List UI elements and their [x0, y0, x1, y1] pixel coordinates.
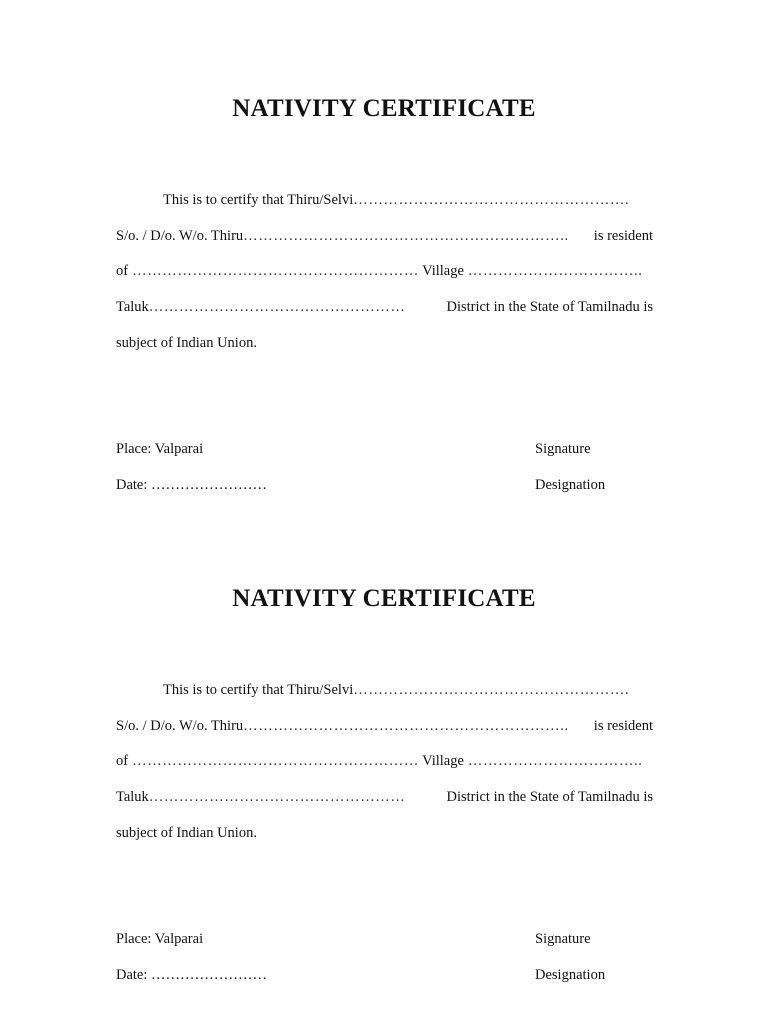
of-text: of: [116, 753, 129, 769]
taluk-blank: ……………………………………………: [148, 299, 406, 315]
date-label: Date: ……………………: [116, 967, 268, 983]
resident-text: is resident: [593, 228, 653, 244]
union-line: subject of Indian Union.: [116, 335, 257, 351]
certificate-title: NATIVITY CERTIFICATE: [232, 585, 536, 612]
parent-text: S/o. / D/o. W/o. Thiru: [116, 718, 244, 734]
village-text: Village: [422, 753, 464, 769]
certify-line: [116, 681, 653, 699]
of-text: of: [116, 263, 129, 279]
taluk-blank: ……………………………………………: [148, 789, 406, 805]
parent-blank: ………………………………………………………..: [243, 228, 569, 244]
signature-label: Signature: [535, 441, 591, 457]
name-blank: ……………………………………………….: [353, 682, 630, 698]
certify-text: This is to certify that Thiru/Selvi: [163, 192, 354, 208]
district-text: District in the State of Tamilnadu is: [446, 789, 653, 805]
parent-blank: ………………………………………………………..: [243, 718, 569, 734]
village-text: Village: [422, 263, 464, 279]
place-label: Place: Valparai: [116, 931, 204, 947]
parent-line: [116, 227, 653, 245]
village-blank: ……………………………..: [467, 263, 643, 279]
taluk-line: [116, 788, 653, 806]
date-label: Date: ……………………: [116, 477, 268, 493]
certificate-title: NATIVITY CERTIFICATE: [232, 95, 536, 122]
designation-label: Designation: [535, 477, 606, 493]
place-label: Place: Valparai: [116, 441, 204, 457]
village-blank: ……………………………..: [467, 753, 643, 769]
taluk-text: Taluk: [116, 299, 149, 315]
certify-line: [116, 191, 653, 209]
certify-text: This is to certify that Thiru/Selvi: [163, 682, 354, 698]
village-line: [116, 752, 653, 770]
resident-text: is resident: [593, 718, 653, 734]
address-blank: …………………………………………………: [132, 753, 419, 769]
union-line: subject of Indian Union.: [116, 825, 257, 841]
taluk-text: Taluk: [116, 789, 149, 805]
signature-label: Signature: [535, 931, 591, 947]
parent-line: [116, 717, 653, 735]
district-text: District in the State of Tamilnadu is: [446, 299, 653, 315]
designation-label: Designation: [535, 967, 606, 983]
taluk-line: [116, 298, 653, 316]
village-line: [116, 262, 653, 280]
parent-text: S/o. / D/o. W/o. Thiru: [116, 228, 244, 244]
address-blank: …………………………………………………: [132, 263, 419, 279]
name-blank: ……………………………………………….: [353, 192, 630, 208]
